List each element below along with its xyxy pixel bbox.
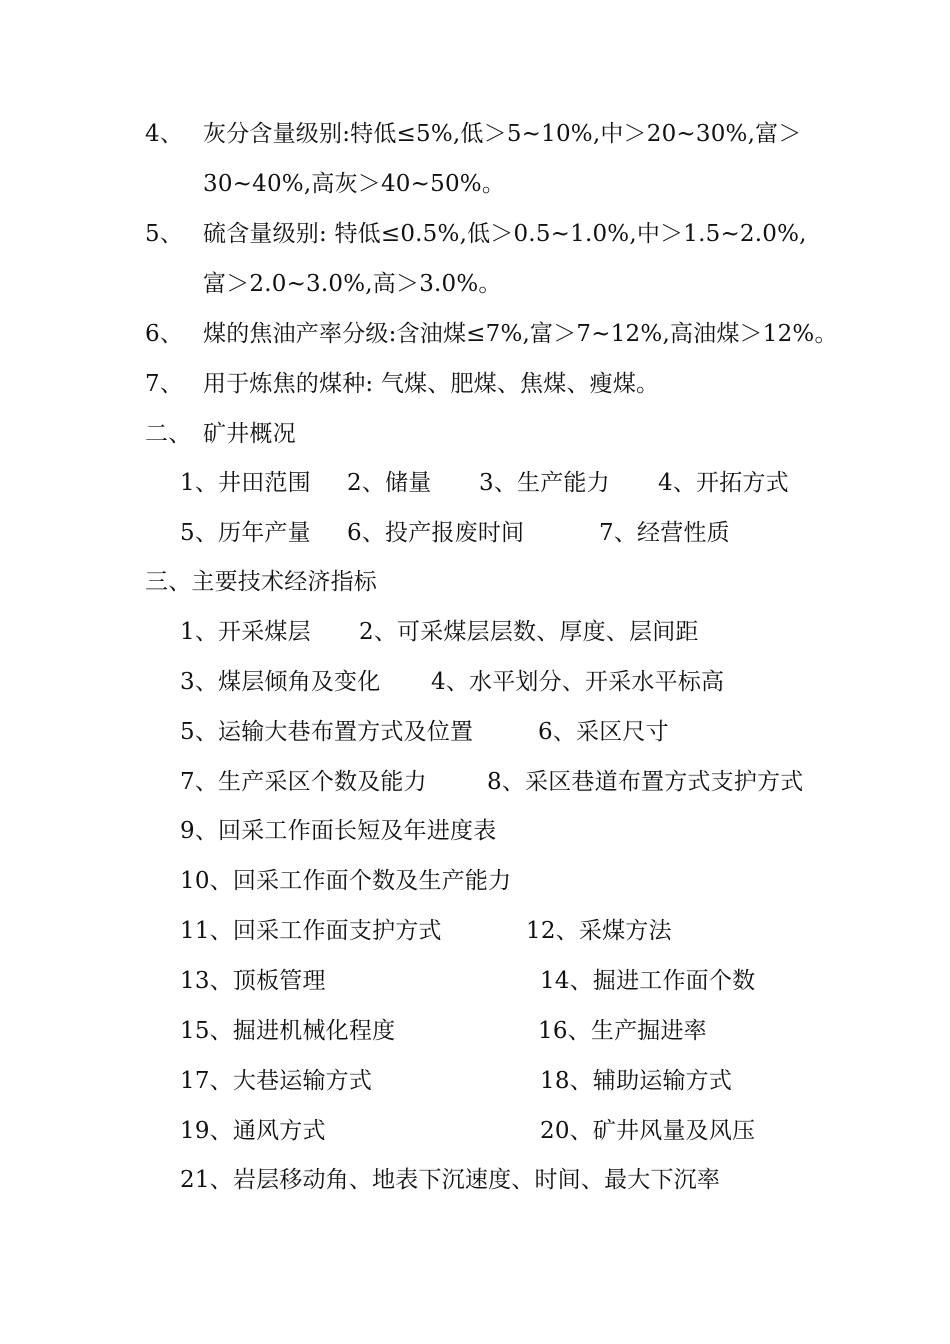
section-3-item: 7、生产采区个数及能力 xyxy=(180,769,427,795)
item-4-text-line1: 灰分含量级别:特低≤5%,低＞5~10%,中＞20~30%,富＞ xyxy=(203,121,802,147)
section-3-item: 2、可采煤层层数、厚度、层间距 xyxy=(359,619,699,645)
item-7-text: 用于炼焦的煤种: 气煤、肥煤、焦煤、瘦煤。 xyxy=(203,371,660,397)
section-3-item: 5、运输大巷布置方式及位置 xyxy=(180,719,474,745)
item-6-number: 6、 xyxy=(145,321,184,347)
section-3-item: 9、回采工作面长短及年进度表 xyxy=(180,818,497,844)
section-2-item: 5、历年产量 xyxy=(180,520,311,546)
section-2-item: 7、经营性质 xyxy=(599,520,730,546)
section-2-item: 6、投产报废时间 xyxy=(347,520,525,546)
section-3-item: 6、采区尺寸 xyxy=(538,719,669,745)
section-3-item: 13、顶板管理 xyxy=(180,968,326,994)
section-2-item: 3、生产能力 xyxy=(479,470,610,496)
section-3-item: 8、采区巷道布置方式支护方式 xyxy=(487,769,804,795)
section-2-heading-number: 二、 xyxy=(145,421,192,447)
section-3-item: 3、煤层倾角及变化 xyxy=(180,669,381,695)
section-3-item: 10、回采工作面个数及生产能力 xyxy=(180,868,512,894)
item-5-number: 5、 xyxy=(145,221,184,247)
item-4-number: 4、 xyxy=(145,121,184,147)
section-2-item: 2、储量 xyxy=(347,470,432,496)
section-3-item: 21、岩层移动角、地表下沉速度、时间、最大下沉率 xyxy=(180,1167,721,1193)
section-2-heading: 矿井概况 xyxy=(203,421,296,447)
item-7-number: 7、 xyxy=(145,371,184,397)
section-3-item: 18、辅助运输方式 xyxy=(540,1068,733,1094)
section-3-item: 15、掘进机械化程度 xyxy=(180,1018,396,1044)
section-3-item: 14、掘进工作面个数 xyxy=(540,968,756,994)
section-2-item: 1、井田范围 xyxy=(180,470,311,496)
section-3-item: 1、开采煤层 xyxy=(180,619,311,645)
section-3-item: 20、矿井风量及风压 xyxy=(540,1118,756,1144)
section-3-item: 4、水平划分、开采水平标高 xyxy=(431,669,725,695)
section-3-item: 11、回采工作面支护方式 xyxy=(180,918,442,944)
section-3-heading: 三、主要技术经济指标 xyxy=(145,569,377,595)
section-3-item: 12、采煤方法 xyxy=(526,918,672,944)
item-5-text-line1: 硫含量级别: 特低≤0.5%,低＞0.5~1.0%,中＞1.5~2.0%, xyxy=(203,221,807,247)
item-4-text-line2: 30~40%,高灰＞40~50%。 xyxy=(203,171,506,197)
item-6-text: 煤的焦油产率分级:含油煤≤7%,富＞7~12%,高油煤＞12%。 xyxy=(203,321,838,347)
section-3-item: 19、通风方式 xyxy=(180,1118,326,1144)
section-3-item: 17、大巷运输方式 xyxy=(180,1068,373,1094)
section-3-item: 16、生产掘进率 xyxy=(538,1018,707,1044)
section-2-item: 4、开拓方式 xyxy=(658,470,789,496)
item-5-text-line2: 富＞2.0~3.0%,高＞3.0%。 xyxy=(203,271,502,297)
